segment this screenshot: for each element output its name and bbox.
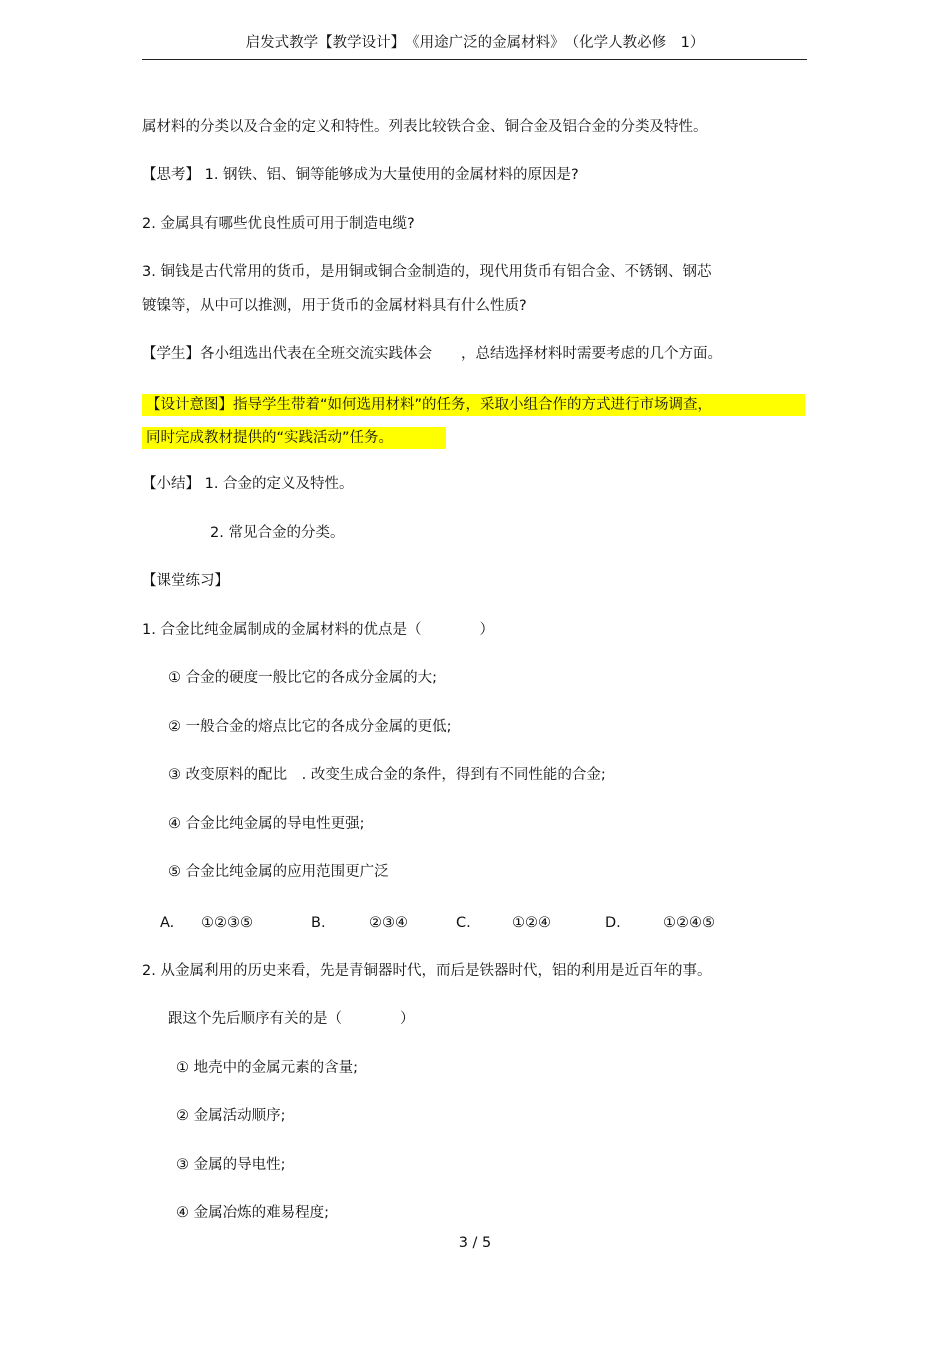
question-2-option: ④ 金属冶炼的难易程度; bbox=[176, 1205, 329, 1221]
page-header-title: 启发式教学【教学设计】 《用途广泛的金属材料》 （化学人教必修 1） bbox=[245, 35, 705, 51]
choice-a-letter: A. bbox=[160, 915, 175, 931]
think-question-2: 2. 金属具有哪些优良性质可用于制造电缆? bbox=[142, 216, 415, 232]
think-question-3-line2: 镀镍等，从中可以推测，用于货币的金属材料具有什么性质? bbox=[142, 298, 527, 314]
summary-item-2: 2. 常见合金的分类。 bbox=[210, 525, 345, 541]
summary-item-1: 【小结】 1. 合金的定义及特性。 bbox=[142, 476, 354, 492]
choice-c-value: ①②④ bbox=[512, 915, 551, 931]
design-intent-line1: 【设计意图】指导学生带着“如何选用材料”的任务，采取小组合作的方式进行市场调查， bbox=[146, 397, 713, 413]
question-2-option: ② 金属活动顺序; bbox=[176, 1108, 286, 1124]
intro-paragraph: 属材料的分类以及合金的定义和特性。列表比较铁合金、铜合金及铝合金的分类及特性。 bbox=[142, 119, 708, 135]
choice-d-value: ①②④⑤ bbox=[663, 915, 715, 931]
question-1-option: ④ 合金比纯金属的导电性更强; bbox=[168, 816, 365, 832]
question-1-stem: 1. 合金比纯金属制成的金属材料的优点是（ ） bbox=[142, 622, 494, 638]
question-2-option: ① 地壳中的金属元素的含量; bbox=[176, 1060, 358, 1076]
choice-c-letter: C. bbox=[456, 915, 471, 931]
choice-b-letter: B. bbox=[311, 915, 326, 931]
think-question-1: 【思考】 1. 钢铁、铝、铜等能够成为大量使用的金属材料的原因是? bbox=[142, 167, 579, 183]
design-intent-line2: 同时完成教材提供的“实践活动”任务。 bbox=[146, 430, 394, 446]
header-rule bbox=[142, 59, 807, 60]
question-2-sub: 跟这个先后顺序有关的是（ ） bbox=[168, 1011, 415, 1027]
question-1-option: ① 合金的硬度一般比它的各成分金属的大; bbox=[168, 670, 437, 686]
page-number: 3 / 5 bbox=[458, 1235, 492, 1251]
question-1-option: ② 一般合金的熔点比它的各成分金属的更低; bbox=[168, 719, 452, 735]
student-activity: 【学生】各小组选出代表在全班交流实践体会 ，总结选择材料时需要考虑的几个方面。 bbox=[142, 346, 722, 362]
question-1-option: ⑤ 合金比纯金属的应用范围更广泛 bbox=[168, 864, 389, 880]
question-2-option: ③ 金属的导电性; bbox=[176, 1157, 286, 1173]
question-2-stem: 2. 从金属利用的历史来看，先是青铜器时代，而后是铁器时代，铝的利用是近百年的事。 bbox=[142, 963, 712, 979]
choice-d-letter: D. bbox=[605, 915, 621, 931]
choice-b-value: ②③④ bbox=[369, 915, 408, 931]
question-1-option: ③ 改变原料的配比 . 改变生成合金的条件，得到有不同性能的合金; bbox=[168, 767, 606, 783]
exercise-title: 【课堂练习】 bbox=[142, 573, 229, 589]
think-question-3-line1: 3. 铜钱是古代常用的货币，是用铜或铜合金制造的，现代用货币有铝合金、不锈钢、钢芯 bbox=[142, 264, 712, 280]
choice-a-value: ①②③⑤ bbox=[201, 915, 253, 931]
